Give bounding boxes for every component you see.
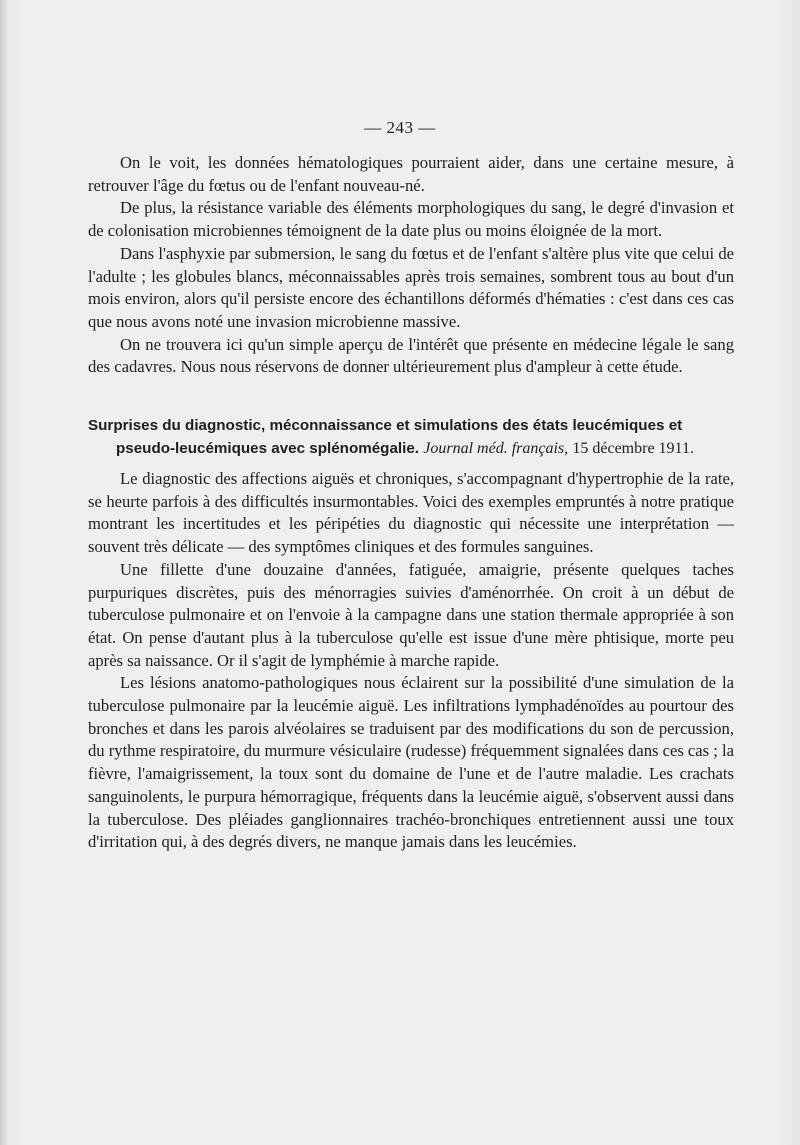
- paragraph: De plus, la résistance variable des éléments morphologiques du sang, le degré d'invasion et de colonisation microbiennes témoignent de la date plus ou moins éloignée de la mort.: [88, 198, 734, 241]
- page-body: [88, 152, 734, 854]
- paragraph: Le diagnostic des affections aiguës et chroniques, s'accompagnant d'hypertrophie de la rate, se heurte parfois à des difficultés insurmontables. Voici des exemples empruntés à notre pratique montrant les incertitudes et les péripéties du diagnostic qui nécessite une interprétation — souvent très délicate — des symptômes cliniques et des formules sanguines.: [88, 469, 734, 557]
- paragraph: On le voit, les données hématologiques pourraient aider, dans une certaine mesure, à retrouver l'âge du fœtus ou de l'enfant nouveau-né.: [88, 153, 734, 195]
- section-journal: Journal méd. français,: [423, 439, 569, 457]
- paragraph: Les lésions anatomo-pathologiques nous éclairent sur la possibilité d'une simulation de la tuberculose pulmonaire par la leucémie aiguë. Les infiltrations lymphadénoïdes au pourtour des bronches et dans les parois alvéolaires se traduisent par des modifications du son de percussion, du rythme respiratoire, du murmure vésiculaire (rudesse) fréquemment signalées dans ces cas ; la fièvre, l'amaigrissement, la toux sont du domaine de l'une et de l'autre maladie. Les crachats sanguinolents, le purpura hémorragique, fréquents dans la leucémie aiguë, s'observent aussi dans la tuberculose. Des pléiades ganglionnaires trachéo-bronchiques entretiennent aussi une toux d'irritation qui, à des degrés divers, ne manque jamais dans les leucémies.: [88, 673, 734, 852]
- page-number: — 243 —: [364, 118, 436, 137]
- paragraph: Une fillette d'une douzaine d'années, fatiguée, amaigrie, présente quelques taches purpuriques discrètes, puis des ménorragies suivies d'aménorrhée. On croit à un début de tuberculose pulmonaire et on l'envoie à la campagne dans une station thermale appropriée à son état. On pense d'autant plus à la tuberculose qu'elle est issue d'une mère phtisique, morte peu après sa naissance. Or il s'agit de lymphémie à marche rapide.: [88, 559, 734, 670]
- paragraph: On ne trouvera ici qu'un simple aperçu de l'intérêt que présente en médecine légale le sang des cadavres. Nous nous réservons de donner ultérieurement plus d'ampleur à cette étude.: [88, 334, 734, 377]
- section-heading: [88, 415, 734, 460]
- section-date: 15 décembre 1911.: [572, 439, 694, 457]
- paragraph: Dans l'asphyxie par submersion, le sang du fœtus et de l'enfant s'altère plus vite que celui de l'adulte ; les globules blancs, méconnaissables après trois semaines, sombrent tous au bout d'un mois environ, alors qu'il persiste encore des échantillons déformés d'hématies : c'est dans ces cas que nous avons noté une invasion microbienne massive.: [88, 243, 734, 331]
- section-title: Surprises du diagnostic, méconnaissance et simulations des états leucémiques et pseudo-leucémiques avec splénomégalie.: [88, 417, 683, 457]
